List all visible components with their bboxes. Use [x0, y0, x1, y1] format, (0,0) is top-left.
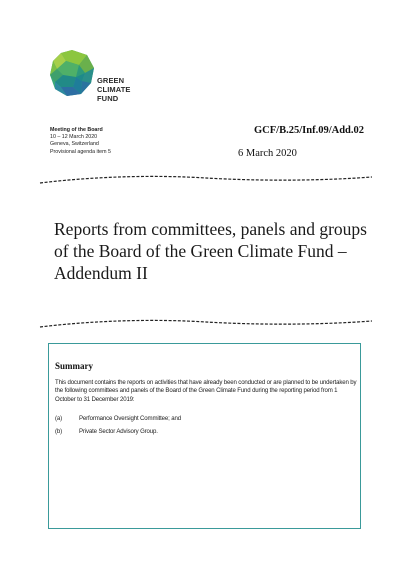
- logo-line-green: GREEN: [97, 76, 125, 85]
- document-number: GCF/B.25/Inf.09/Add.02: [254, 125, 364, 136]
- summary-box: [48, 343, 361, 529]
- summary-text: This document contains the reports on activities that have already been conducted or are planned to be undertaken by the following committees and panels of the Board of the Green Climate Fund during the reporting period from 1 October to 31 December 2019:: [55, 379, 357, 403]
- gcf-logo: [49, 49, 149, 109]
- divider-wave-top: [38, 173, 374, 189]
- summary-item-label: Performance Oversight Committee; and: [79, 415, 181, 422]
- agenda-item: Provisional agenda item 5: [50, 148, 111, 155]
- meeting-info: [50, 127, 111, 156]
- logo-line-climate: CLIMATE: [97, 85, 131, 94]
- summary-item-marker: (b): [55, 428, 62, 435]
- gcf-globe-icon: [49, 49, 95, 99]
- meeting-location: Geneva, Switzerland: [50, 141, 99, 148]
- meeting-dates: 10 – 12 March 2020: [50, 134, 98, 141]
- summary-item-a: [55, 415, 181, 422]
- page-title: Reports from committees, panels and groups of the Board of the Green Climate Fund – Addendum II: [54, 219, 367, 283]
- summary-item-marker: (a): [55, 415, 62, 422]
- meeting-title: Meeting of the Board: [50, 127, 103, 133]
- logo-line-fund: FUND: [97, 94, 119, 103]
- logo-wordmark: [97, 76, 130, 103]
- summary-item-b: [55, 428, 158, 435]
- document-date: 6 March 2020: [238, 148, 297, 159]
- divider-wave-bottom: [38, 317, 374, 333]
- summary-heading: Summary: [55, 361, 93, 371]
- summary-item-label: Private Sector Advisory Group.: [79, 428, 158, 435]
